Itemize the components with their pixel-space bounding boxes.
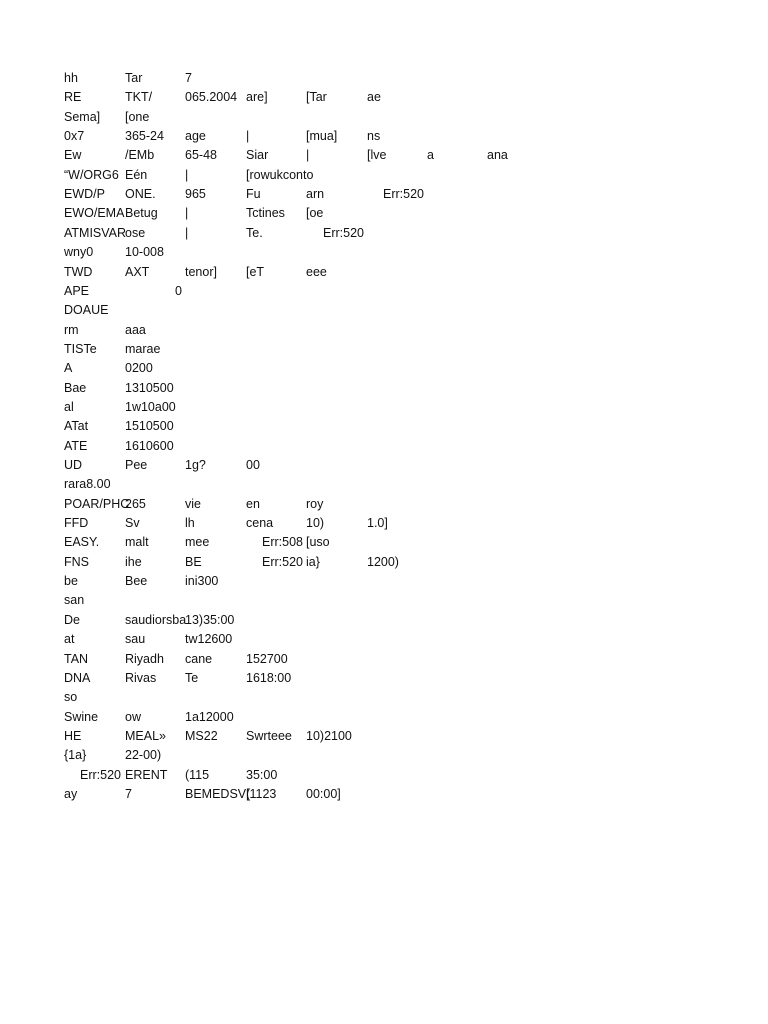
table-cell[interactable]: ATat	[64, 419, 89, 434]
table-cell[interactable]: MS22	[185, 728, 218, 743]
table-cell[interactable]: [1123	[246, 786, 277, 801]
table-row	[0, 417, 768, 436]
table-cell[interactable]: wny0	[64, 245, 94, 260]
table-cell[interactable]: at	[64, 632, 75, 647]
table-row	[0, 282, 768, 301]
table-cell[interactable]: Bae	[64, 380, 87, 395]
table-row	[0, 340, 768, 359]
table-cell[interactable]: 152700	[246, 651, 288, 666]
table-cell[interactable]: roy	[306, 496, 324, 511]
table-row	[0, 553, 768, 572]
table-cell[interactable]: (115	[185, 767, 210, 782]
table-cell[interactable]: EASY.	[64, 535, 100, 550]
table-cell[interactable]: san	[64, 593, 85, 608]
table-row	[0, 263, 768, 282]
table-cell[interactable]: [mua]	[306, 129, 338, 144]
table-cell[interactable]: Riyadh	[125, 651, 164, 666]
table-cell[interactable]: eee	[306, 264, 327, 279]
table-cell[interactable]: Betug	[125, 206, 158, 221]
table-cell[interactable]: APE	[64, 283, 90, 298]
table-cell[interactable]: 1610600	[125, 438, 174, 453]
table-cell[interactable]: saudiorsba	[125, 612, 187, 627]
table-cell[interactable]: Fu	[246, 187, 261, 202]
table-cell[interactable]: Err:520	[323, 225, 364, 240]
table-cell[interactable]: 065.2004	[185, 90, 238, 105]
table-cell[interactable]: /EMb	[125, 148, 155, 163]
table-cell[interactable]: “W/ORG6	[64, 167, 119, 182]
table-cell[interactable]: 10)	[306, 516, 325, 531]
table-cell[interactable]: 265	[125, 496, 146, 511]
table-cell[interactable]: De	[64, 612, 80, 627]
table-cell[interactable]: ERENT	[125, 767, 168, 782]
table-cell[interactable]: 0	[175, 283, 182, 298]
table-cell[interactable]: EWD/P	[64, 187, 105, 202]
table-row	[0, 514, 768, 533]
table-cell[interactable]: RE	[64, 90, 82, 105]
table-row	[0, 204, 768, 223]
table-cell[interactable]: 00:00]	[306, 786, 341, 801]
table-row	[0, 224, 768, 243]
table-cell[interactable]: [one	[125, 109, 150, 124]
table-cell[interactable]: are]	[246, 90, 268, 105]
table-cell[interactable]: |	[185, 167, 189, 182]
table-cell[interactable]: 365-24	[125, 129, 164, 144]
table-cell[interactable]: ia}	[306, 554, 320, 569]
table-cell[interactable]: ay	[64, 786, 78, 801]
table-cell[interactable]: |	[185, 206, 189, 221]
table-cell[interactable]: mee	[185, 535, 210, 550]
table-cell[interactable]: malt	[125, 535, 149, 550]
table-cell[interactable]: A	[64, 361, 73, 376]
table-cell[interactable]: [rowukconto	[246, 167, 314, 182]
table-cell[interactable]: Sema]	[64, 109, 101, 124]
table-row	[0, 437, 768, 456]
table-row	[0, 611, 768, 630]
table-row	[0, 456, 768, 475]
table-cell[interactable]: ATE	[64, 438, 88, 453]
table-cell[interactable]: Pee	[125, 458, 148, 472]
table-row	[0, 591, 768, 610]
table-row	[0, 650, 768, 669]
table-cell[interactable]: be	[64, 574, 78, 589]
table-cell[interactable]: MEAL»	[125, 728, 166, 743]
table-cell[interactable]: HE	[64, 728, 82, 743]
table-row	[0, 321, 768, 340]
table-cell[interactable]: 10-008	[125, 245, 164, 260]
table-cell[interactable]: 65-48	[185, 148, 217, 163]
table-cell[interactable]: Eén	[125, 167, 148, 182]
table-cell[interactable]: UD	[64, 458, 83, 472]
table-row	[0, 475, 768, 494]
table-cell[interactable]: 1w10a00	[125, 399, 176, 414]
table-cell[interactable]: Swine	[64, 709, 99, 724]
table-cell[interactable]: ini300	[185, 574, 219, 589]
table-row	[0, 398, 768, 417]
table-cell[interactable]: aaa	[125, 322, 146, 337]
table-cell[interactable]: Swrteee	[246, 728, 292, 743]
table-cell[interactable]: TISTe	[64, 341, 97, 356]
table-cell[interactable]: Sv	[125, 516, 140, 531]
table-cell[interactable]: [uso	[306, 535, 330, 550]
table-cell[interactable]: 7	[125, 786, 132, 801]
table-cell[interactable]: [Tar	[306, 90, 327, 105]
table-cell[interactable]: TKT/	[125, 90, 153, 105]
table-cell[interactable]: 1618:00	[246, 670, 292, 685]
table-cell[interactable]: {1a}	[64, 748, 87, 763]
table-cell[interactable]: 0200	[125, 361, 153, 376]
table-cell[interactable]: ose	[125, 225, 146, 240]
table-cell[interactable]: TAN	[64, 651, 89, 666]
table-row	[0, 88, 768, 107]
table-row	[0, 108, 768, 127]
table-cell[interactable]: al	[64, 399, 74, 414]
table-cell[interactable]: Bee	[125, 574, 148, 589]
table-cell[interactable]: Err:520	[383, 187, 424, 202]
table-cell[interactable]: FFD	[64, 516, 89, 531]
table-row	[0, 495, 768, 514]
table-cell[interactable]: |	[246, 129, 250, 144]
table-cell[interactable]: 7	[185, 71, 192, 85]
table-cell[interactable]: Tar	[125, 71, 143, 85]
table-cell[interactable]: ow	[125, 709, 141, 724]
table-cell[interactable]: Rivas	[125, 670, 157, 685]
table-row	[0, 146, 768, 165]
table-cell[interactable]: Te.	[246, 225, 263, 240]
table-row	[0, 669, 768, 688]
table-cell[interactable]: TWD	[64, 264, 93, 279]
table-cell[interactable]: cena	[246, 516, 274, 531]
table-cell[interactable]: Err:520	[262, 554, 303, 569]
table-row	[0, 185, 768, 204]
table-row	[0, 166, 768, 185]
table-cell[interactable]: 22-00)	[125, 748, 162, 763]
table-cell[interactable]: ATMISVAR	[64, 225, 127, 240]
table-cell[interactable]: 35:00	[246, 767, 278, 782]
table-row	[0, 533, 768, 552]
table-cell[interactable]: FNS	[64, 554, 89, 569]
table-cell[interactable]: rara8.00	[64, 477, 111, 492]
table-row	[0, 243, 768, 262]
table-cell[interactable]: [oe	[306, 206, 324, 221]
table-cell[interactable]: marae	[125, 341, 161, 356]
table-cell[interactable]: |	[185, 225, 189, 240]
table-cell[interactable]: 1a12000	[185, 709, 234, 724]
table-cell[interactable]: tw12600	[185, 632, 233, 647]
table-cell[interactable]: sau	[125, 632, 146, 647]
table-cell[interactable]: 13)35:00	[185, 612, 235, 627]
table-cell[interactable]: lh	[185, 516, 195, 531]
table-cell[interactable]: [lve	[367, 148, 387, 163]
table-row	[0, 785, 768, 804]
table-cell[interactable]: Err:508	[262, 535, 303, 550]
table-cell[interactable]: Ew	[64, 148, 82, 163]
table-cell[interactable]: tenor]	[185, 264, 217, 279]
table-cell[interactable]: DOAUE	[64, 303, 109, 318]
table-cell[interactable]: ae	[367, 90, 381, 105]
table-cell[interactable]: DNA	[64, 670, 91, 685]
table-cell[interactable]: 965	[185, 187, 206, 202]
table-cell[interactable]: 00	[246, 458, 260, 472]
table-cell[interactable]: hh	[64, 71, 78, 85]
table-cell[interactable]: |	[306, 148, 310, 163]
table-row	[0, 69, 768, 88]
table-row	[0, 688, 768, 707]
table-cell[interactable]: AXT	[125, 264, 150, 279]
table-cell[interactable]: BE	[185, 554, 202, 569]
table-cell[interactable]: en	[246, 496, 260, 511]
table-row	[0, 379, 768, 398]
table-row	[0, 746, 768, 765]
table-cell[interactable]: arn	[306, 187, 325, 202]
table-cell[interactable]: 1200)	[367, 554, 399, 569]
table-row	[0, 630, 768, 649]
table-cell[interactable]: 10)2100	[306, 728, 352, 743]
table-row	[0, 359, 768, 378]
table-cell[interactable]: Err:520	[80, 767, 121, 782]
table-cell[interactable]: 1g?	[185, 458, 206, 472]
table-cell[interactable]: [eT	[246, 264, 265, 279]
table-cell[interactable]: 1510500	[125, 419, 174, 434]
table-row	[0, 766, 768, 785]
table-cell[interactable]: cane	[185, 651, 213, 666]
table-row	[0, 572, 768, 591]
table-cell[interactable]: ns	[367, 129, 381, 144]
table-cell[interactable]: EWO/EMA	[64, 206, 125, 221]
table-cell[interactable]: Siar	[246, 148, 269, 163]
table-cell[interactable]: 0x7	[64, 129, 85, 144]
table-cell[interactable]: ana	[487, 148, 508, 163]
table-cell[interactable]: POAR/PHC	[64, 496, 130, 511]
table-cell[interactable]: Te	[185, 670, 199, 685]
table-row	[0, 727, 768, 746]
table-cell[interactable]: BEMEDSV(	[185, 786, 251, 801]
table-cell[interactable]: rm	[64, 322, 79, 337]
table-cell[interactable]: ihe	[125, 554, 142, 569]
table-row	[0, 301, 768, 320]
table-cell[interactable]: Tctines	[246, 206, 285, 221]
table-cell[interactable]: so	[64, 690, 78, 705]
table-cell[interactable]: age	[185, 129, 206, 144]
table-cell[interactable]: ONE.	[125, 187, 156, 202]
table-row	[0, 708, 768, 727]
table-cell[interactable]: a	[427, 148, 434, 163]
table-cell[interactable]: 1310500	[125, 380, 174, 395]
table-cell[interactable]: 1.0]	[367, 516, 388, 531]
table-cell[interactable]: vie	[185, 496, 201, 511]
table-row	[0, 127, 768, 146]
